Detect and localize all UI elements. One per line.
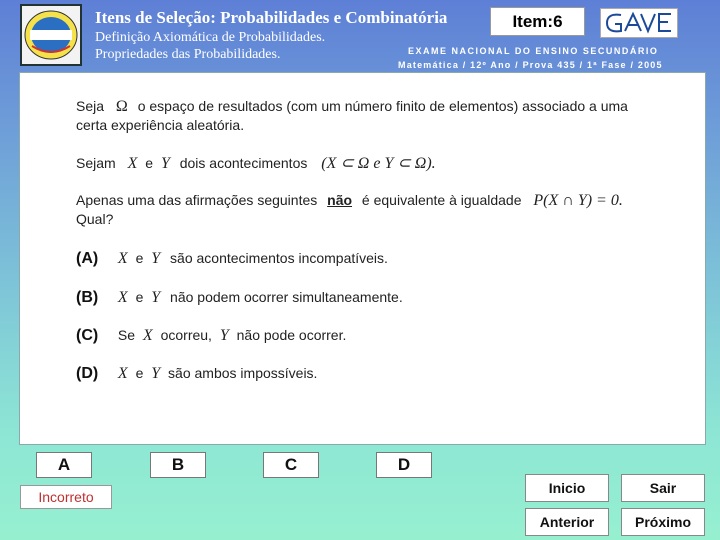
prompt-line: Apenas uma das afirmações seguintes não é equivalente à igualdade P(X ∩ Y) = 0. <box>76 192 623 209</box>
option-a: (A) X e Y são acontecimentos incompatíveis. <box>76 250 388 267</box>
school-logo <box>20 4 82 66</box>
set-expression: (X ⊂ Ω e Y ⊂ Ω). <box>321 155 436 172</box>
anterior-button[interactable]: Anterior <box>525 508 609 536</box>
topic-line-2: Propriedades das Probabilidades. <box>95 47 281 62</box>
probability-equality: P(X ∩ Y) = 0. <box>533 192 623 209</box>
inicio-button[interactable]: Inicio <box>525 474 609 502</box>
page-title: Itens de Seleção: Probabilidades e Combinatória <box>95 8 448 27</box>
option-c: (C) Se X ocorreu, Y não pode ocorrer. <box>76 327 347 344</box>
question-line-2: certa experiência aleatória. <box>76 117 245 133</box>
proximo-button[interactable]: Próximo <box>621 508 705 536</box>
topic-line-1: Definição Axiomática de Probabilidades. <box>95 30 326 45</box>
answer-a-button[interactable]: A <box>36 452 92 478</box>
answer-c-button[interactable]: C <box>263 452 319 478</box>
feedback-status: Incorreto <box>20 485 112 509</box>
answer-b-button[interactable]: B <box>150 452 206 478</box>
nao-emphasis: não <box>327 192 353 208</box>
question-line-1: Seja Ω o espaço de resultados (com um número finito de elementos) associado a uma <box>76 98 628 115</box>
exam-details: Matemática / 12º Ano / Prova 435 / 1ª Fase / 2005 <box>398 60 663 70</box>
sair-button[interactable]: Sair <box>621 474 705 502</box>
events-line: Sejam X e Y dois acontecimentos (X ⊂ Ω e Y ⊂ Ω). <box>76 155 436 172</box>
question-qual: Qual? <box>76 211 114 227</box>
answer-d-button[interactable]: D <box>376 452 432 478</box>
option-b: (B) X e Y não podem ocorrer simultaneamente. <box>76 289 403 306</box>
exam-name: EXAME NACIONAL DO ENSINO SECUNDÁRIO <box>408 46 659 56</box>
item-number: Item:6 <box>490 7 585 36</box>
option-d: (D) X e Y são ambos impossíveis. <box>76 365 318 382</box>
omega-symbol: Ω <box>115 98 128 115</box>
gave-logo <box>600 8 678 38</box>
